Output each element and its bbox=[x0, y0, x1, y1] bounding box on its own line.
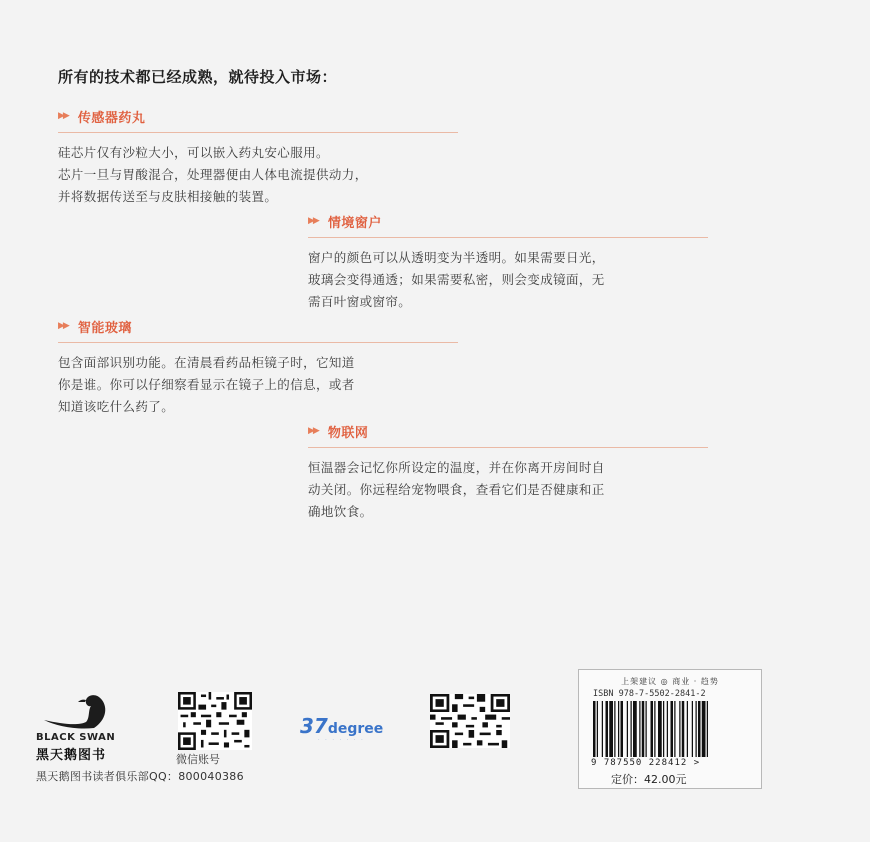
barcode-bar bbox=[621, 701, 624, 757]
double-arrow-icon: ▶▶ bbox=[58, 111, 68, 121]
body-line: 需百叶窗或窗帘。 bbox=[308, 294, 412, 309]
barcode-bar bbox=[602, 701, 603, 757]
barcode-bar bbox=[696, 701, 697, 757]
shelf-suggestion: 上架建议 ◎ 商业 · 趋势 bbox=[621, 677, 719, 686]
section-divider bbox=[58, 132, 458, 133]
logo-chinese: 黑天鹅图书 bbox=[36, 748, 107, 763]
barcode-bar bbox=[614, 701, 615, 757]
barcode-bar bbox=[609, 701, 613, 757]
section-divider bbox=[308, 237, 708, 238]
section-sensor-pill bbox=[58, 106, 458, 208]
barcode-bar bbox=[679, 701, 680, 757]
logo-english: BLACK SWAN bbox=[36, 732, 116, 743]
section-body bbox=[58, 142, 458, 208]
black-swan-logo bbox=[36, 690, 136, 763]
swan-icon bbox=[36, 690, 132, 730]
barcode-bar bbox=[682, 701, 685, 757]
section-body bbox=[308, 247, 708, 313]
section-body bbox=[308, 457, 708, 523]
body-line: 恒温器会记忆你所设定的温度，并在你离开房间时自 bbox=[308, 460, 605, 475]
barcode-bar bbox=[698, 701, 701, 757]
body-line: 硅芯片仅有沙粒大小，可以嵌入药丸安心服用。 bbox=[58, 145, 329, 160]
barcode-bar bbox=[658, 701, 662, 757]
qr-caption: 微信账号 bbox=[176, 753, 220, 766]
barcode-bar bbox=[627, 701, 628, 757]
body-line: 你是谁。你可以仔细察看显示在镜子上的信息，或者 bbox=[58, 377, 355, 392]
barcode-bar bbox=[646, 701, 647, 757]
section-header bbox=[58, 316, 458, 336]
barcode-bar bbox=[651, 701, 654, 757]
section-divider bbox=[58, 342, 458, 343]
barcode-bar bbox=[674, 701, 675, 757]
section-body bbox=[58, 352, 458, 418]
section-title: 物联网 bbox=[327, 425, 369, 441]
section-smart-glass bbox=[58, 316, 458, 418]
barcode-bar bbox=[597, 701, 598, 757]
barcode-bar bbox=[593, 701, 596, 757]
body-line: 芯片一旦与胃酸混合，处理器便由人体电流提供动力， bbox=[58, 167, 368, 182]
barcode-bar bbox=[707, 701, 708, 757]
body-line: 并将数据传送至与皮肤相接触的装置。 bbox=[58, 189, 278, 204]
reader-club-qq: 黑天鹅图书读者俱乐部QQ：800040386 bbox=[36, 770, 244, 783]
barcode-bar bbox=[692, 701, 693, 757]
barcode-digits: 9 787550 228412 > bbox=[591, 758, 701, 768]
section-title: 情境窗户 bbox=[327, 215, 382, 231]
body-line: 动关闭。你远程给宠物喂食，查看它们是否健康和正 bbox=[308, 482, 605, 497]
section-context-window bbox=[308, 211, 708, 313]
double-arrow-icon: ▶▶ bbox=[308, 216, 318, 226]
barcode-bar bbox=[654, 701, 655, 757]
price: 定价：42.00元 bbox=[611, 773, 687, 786]
barcode-bar bbox=[642, 701, 645, 757]
body-line: 窗户的颜色可以从透明变为半透明。如果需要日光， bbox=[308, 250, 605, 265]
body-line: 包含面部识别功能。在清晨看药品柜镜子时，它知道 bbox=[58, 355, 355, 370]
barcode-bar bbox=[606, 701, 609, 757]
wechat-qr-code bbox=[178, 692, 252, 750]
barcode-bar bbox=[667, 701, 668, 757]
section-header bbox=[308, 421, 708, 441]
barcode-bar bbox=[687, 701, 688, 757]
barcode-bar bbox=[639, 701, 640, 757]
barcode-bar bbox=[618, 701, 619, 757]
section-title: 智能玻璃 bbox=[77, 320, 132, 336]
section-header bbox=[308, 211, 708, 231]
37degree-logo bbox=[300, 714, 383, 738]
body-line: 玻璃会变得通透；如果需要私密，则会变成镜面，无 bbox=[308, 272, 605, 287]
double-arrow-icon: ▶▶ bbox=[58, 321, 68, 331]
barcode-bar bbox=[663, 701, 664, 757]
section-title: 传感器药丸 bbox=[77, 110, 146, 126]
barcode-bar bbox=[633, 701, 637, 757]
section-divider bbox=[308, 447, 708, 448]
barcode-bar bbox=[631, 701, 632, 757]
brand-word: degree bbox=[327, 721, 384, 737]
isbn-text: ISBN 978-7-5502-2841-2 bbox=[593, 689, 706, 699]
barcode bbox=[593, 701, 745, 757]
isbn-barcode-box bbox=[578, 669, 762, 789]
page-title: 所有的技术都已经成熟，就待投入市场： bbox=[58, 68, 338, 86]
barcode-bar bbox=[702, 701, 706, 757]
double-arrow-icon: ▶▶ bbox=[308, 426, 318, 436]
brand-number: 37 bbox=[300, 714, 328, 738]
body-line: 知道该吃什么药了。 bbox=[58, 399, 175, 414]
qr-code bbox=[430, 694, 510, 748]
barcode-bar bbox=[671, 701, 674, 757]
brand-decoration: · · · · · · · bbox=[318, 737, 365, 743]
section-header bbox=[58, 106, 458, 126]
section-iot bbox=[308, 421, 708, 523]
body-line: 确地饮食。 bbox=[308, 504, 373, 519]
